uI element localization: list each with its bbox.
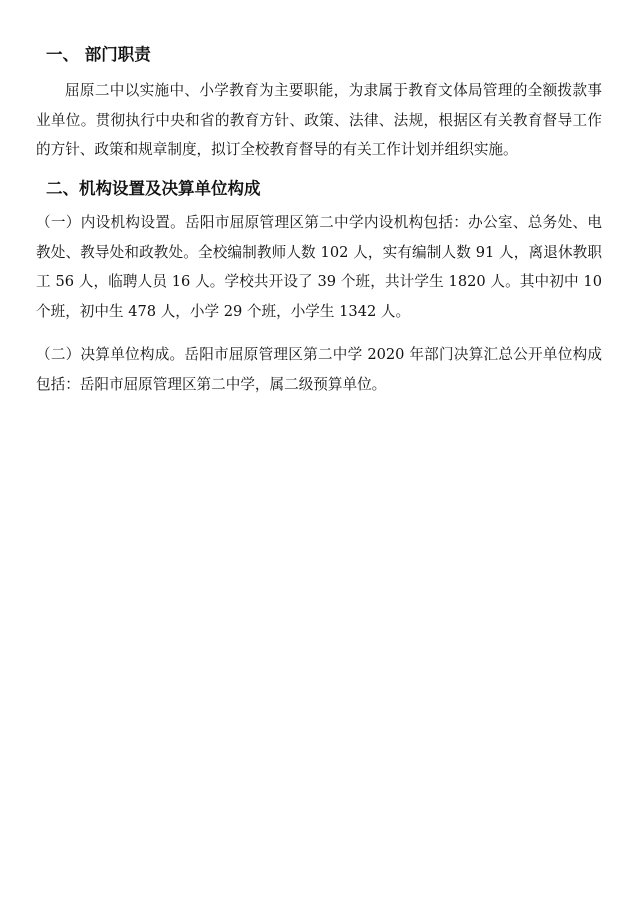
department-duties-paragraph: 屈原二中以实施中、小学教育为主要职能，为隶属于教育文体局管理的全额拨款事业单位。贯彻执行中央和省的教育方针、政策、法律、法规，根据区有关教育督导工作的方针、政策和规章制度，拟订全校教育督导的有关工作计划并组织实施。 [36, 82, 602, 158]
section-heading-organization: 二、机构设置及决算单位构成 [46, 179, 261, 198]
internal-organization-paragraph: （一）内设机构设置。岳阳市屈原管理区第二中学内设机构包括：办公室、总务处、电教处、教导处和政教处。全校编制教师人数 102 人，实有编制人数 91 人，离退休教职工 56 人，临聘人员 16 人。学校共开设了 39 个班，共计学生 1820 人。其中初中 10 个班，初中生 478 人，小学 29 个班，小学生 1342 人。 [36, 214, 602, 320]
budget-unit-paragraph: （二）决算单位构成。岳阳市屈原管理区第二中学 2020 年部门决算汇总公开单位构成包括：岳阳市屈原管理区第二中学，属二级预算单位。 [36, 346, 602, 393]
section-heading-department-duties: 一、 部门职责 [46, 45, 151, 64]
